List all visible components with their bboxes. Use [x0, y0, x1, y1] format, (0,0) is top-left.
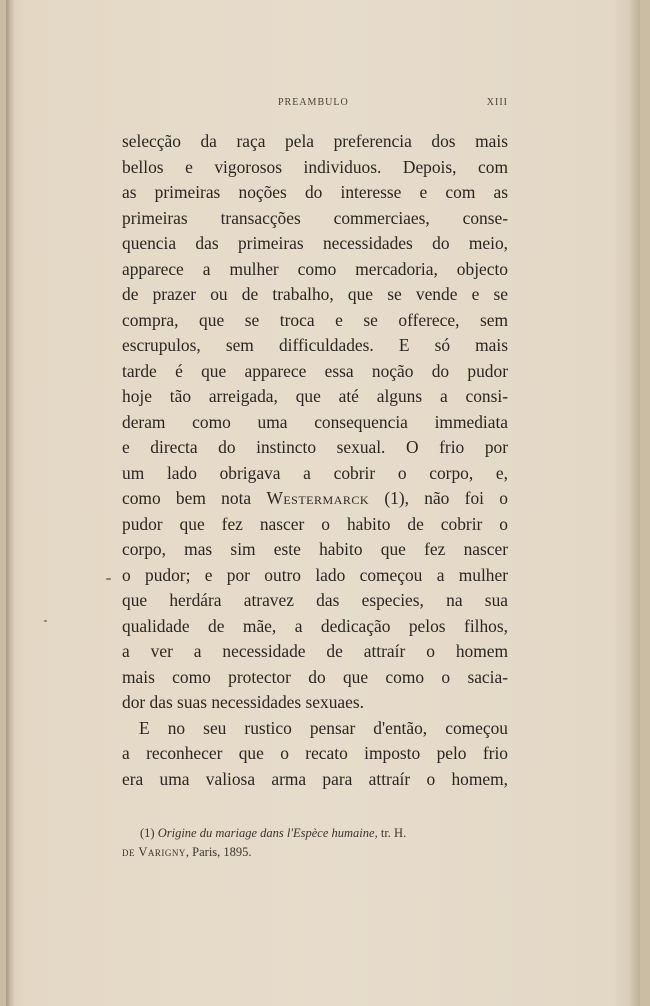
paper-speck [44, 620, 47, 622]
page-edge [630, 0, 640, 1006]
text-line: mais como protector do que como o sacia- [122, 666, 508, 687]
text-line: bellos e vigorosos individuos. Depois, com [122, 156, 508, 177]
text-line: hoje tão arreigada, que até alguns a consi- [122, 386, 508, 406]
text-line: o pudor; e por outro lado começou a mulher [122, 564, 508, 585]
text-line: as primeiras noções do interesse e com as [122, 182, 508, 202]
text-line: que herdára atravez das especies, na sua [122, 590, 508, 610]
text-line: qualidade de mãe, a dedicação pelos filhos, [122, 615, 508, 636]
text-line: corpo, mas sim este habito que fez nascer [122, 539, 508, 559]
footnote-place-date: , Paris, 1895. [185, 845, 252, 859]
footnote [122, 824, 508, 862]
footnote-book-title: Origine du mariage dans l'Espèce humaine, [157, 826, 378, 840]
text-line: e directa do instincto sexual. O frio por [122, 437, 508, 457]
text-line: selecção da raça pela preferencia dos mais [122, 131, 508, 151]
line-text-before: como bem nota [122, 488, 252, 508]
line-text-after: (1), não foi o [384, 488, 508, 508]
text-line: a ver a necessidade de attraír o homem [122, 641, 508, 661]
text-line: escrupulos, sem difficuldades. E só mais [122, 335, 508, 355]
text-line: apparece a mulher como mercadoria, objecto [122, 258, 508, 279]
text-line: compra, que se troca e se offerece, sem [122, 309, 508, 330]
text-line: pudor que fez nascer o habito de cobrir o [122, 513, 508, 534]
paper-speck [106, 578, 111, 580]
text-line: um lado obrigava a cobrir o corpo, e, [122, 462, 508, 483]
footnote-line [122, 843, 508, 862]
text-line: deram como uma consequencia immediata [122, 411, 508, 432]
footnote-marker: (1) [140, 826, 155, 840]
running-head-title: PREAMBULO [278, 97, 349, 108]
running-head [122, 97, 508, 113]
text-line: primeiras transacções commerciaes, conse- [122, 207, 508, 228]
text-line: tarde é que apparece essa noção do pudor [122, 360, 508, 381]
main-text [122, 129, 508, 792]
text-line-citation [122, 486, 508, 512]
text-line: de prazer ou de trabalho, que se vende e se [122, 284, 508, 304]
footnote-translator-name: de Varigny [122, 845, 186, 859]
text-line: a reconhecer que o recato imposto pelo frio [122, 743, 508, 763]
page-gutter [6, 0, 14, 1006]
book-page [6, 0, 640, 1006]
footnote-translator: tr. H. [380, 826, 407, 840]
text-line-paragraph-start: E no seu rustico pensar d'então, começou [139, 717, 508, 738]
author-name-westermarck: Westermarck [266, 488, 370, 508]
text-line: era uma valiosa arma para attraír o homem, [122, 768, 508, 789]
text-line: quencia das primeiras necessidades do meio, [122, 233, 508, 253]
footnote-line [122, 824, 508, 843]
page-number: XIII [486, 97, 508, 108]
text-line: dor das suas necessidades sexuaes. [122, 692, 364, 712]
